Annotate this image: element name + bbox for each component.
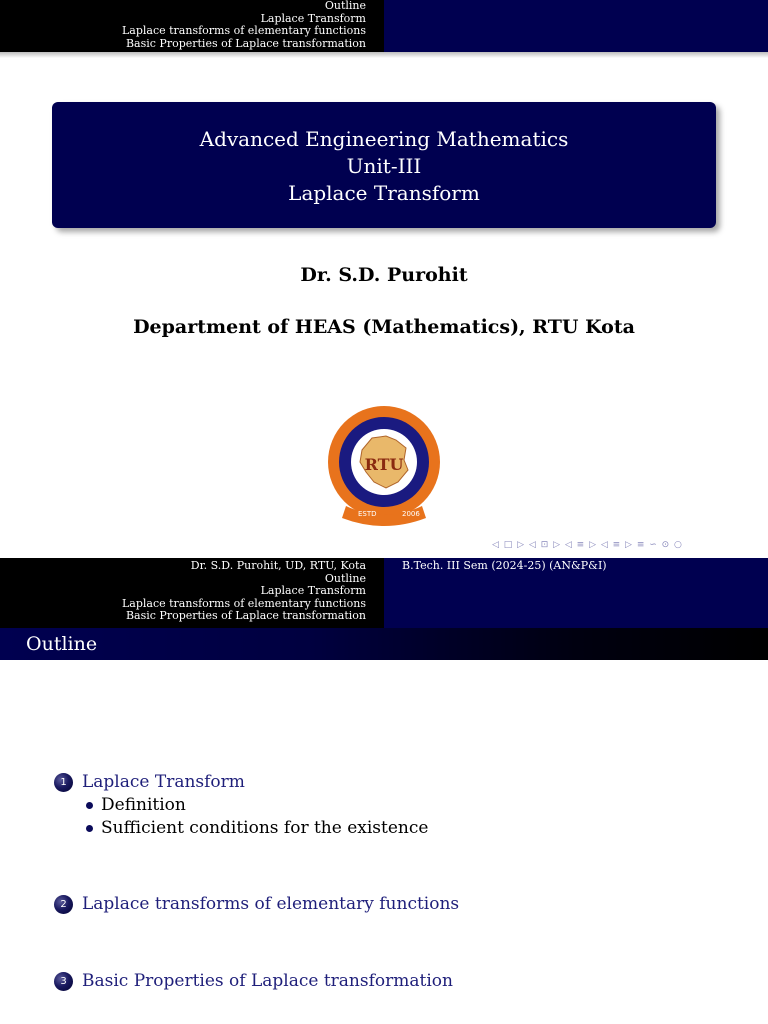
header-link-elementary-functions[interactable]: Laplace transforms of elementary functions	[121, 24, 366, 37]
svg-text:RTU: RTU	[364, 455, 404, 474]
slide-footer	[0, 558, 768, 628]
toc-item-basic-properties[interactable]	[54, 971, 453, 991]
toc-subitem-definition[interactable]	[86, 795, 186, 815]
header-shadow	[0, 52, 768, 58]
toc-subitem-existence[interactable]	[86, 818, 428, 838]
title-line-topic: Laplace Transform	[288, 181, 480, 205]
author-name: Dr. S.D. Purohit	[300, 264, 468, 286]
toc-label[interactable]: Laplace transforms of elementary functions	[82, 894, 460, 914]
toc-number-ball: 1	[54, 773, 73, 792]
svg-text:2006: 2006	[402, 510, 420, 518]
toc-number-ball: 3	[54, 972, 73, 991]
toc-subitem-label[interactable]: Definition	[101, 795, 186, 815]
department-name: Department of HEAS (Mathematics), RTU Kota	[133, 316, 635, 338]
title-line-unit: Unit-III	[346, 154, 422, 178]
toc-subitem-label[interactable]: Sufficient conditions for the existence	[101, 818, 429, 838]
university-logo	[322, 402, 446, 528]
footer-author: Dr. S.D. Purohit, UD, RTU, Kota	[190, 559, 366, 572]
header-blue-panel	[384, 0, 768, 52]
bullet-icon	[86, 825, 93, 832]
header-link-laplace-transform[interactable]: Laplace Transform	[260, 584, 366, 597]
header-link-elementary-functions[interactable]: Laplace transforms of elementary functions	[121, 596, 366, 610]
header-section-nav	[0, 0, 384, 52]
toc-number-ball: 2	[54, 895, 73, 914]
toc-label[interactable]: Laplace Transform	[82, 772, 245, 792]
footer-left-panel	[0, 558, 384, 628]
bullet-icon	[86, 802, 93, 809]
header-link-outline[interactable]: Outline	[324, 0, 366, 12]
toc-label[interactable]: Basic Properties of Laplace transformation	[82, 971, 453, 991]
slide-header	[0, 0, 768, 52]
header-link-laplace-transform[interactable]: Laplace Transform	[260, 11, 366, 25]
title-box	[52, 102, 716, 228]
svg-text:ESTD: ESTD	[358, 510, 377, 518]
header-link-basic-properties[interactable]: Basic Properties of Laplace transformation	[125, 609, 366, 622]
frame-title: Outline	[0, 628, 768, 660]
header-link-basic-properties[interactable]: Basic Properties of Laplace transformation	[125, 36, 366, 50]
footer-course: B.Tech. III Sem (2024-25) (AN&P&I)	[384, 558, 768, 628]
toc-item-elementary-functions[interactable]	[54, 894, 459, 914]
beamer-nav-symbols[interactable]: ◁ □ ▷ ◁ ⊡ ▷ ◁ ≡ ▷ ◁ ≡ ▷ ≡ ∽ ⊙ ○	[492, 540, 683, 550]
header-link-outline[interactable]: Outline	[324, 571, 366, 585]
toc-item-laplace-transform[interactable]	[54, 772, 245, 792]
title-line-course: Advanced Engineering Mathematics	[199, 127, 569, 151]
